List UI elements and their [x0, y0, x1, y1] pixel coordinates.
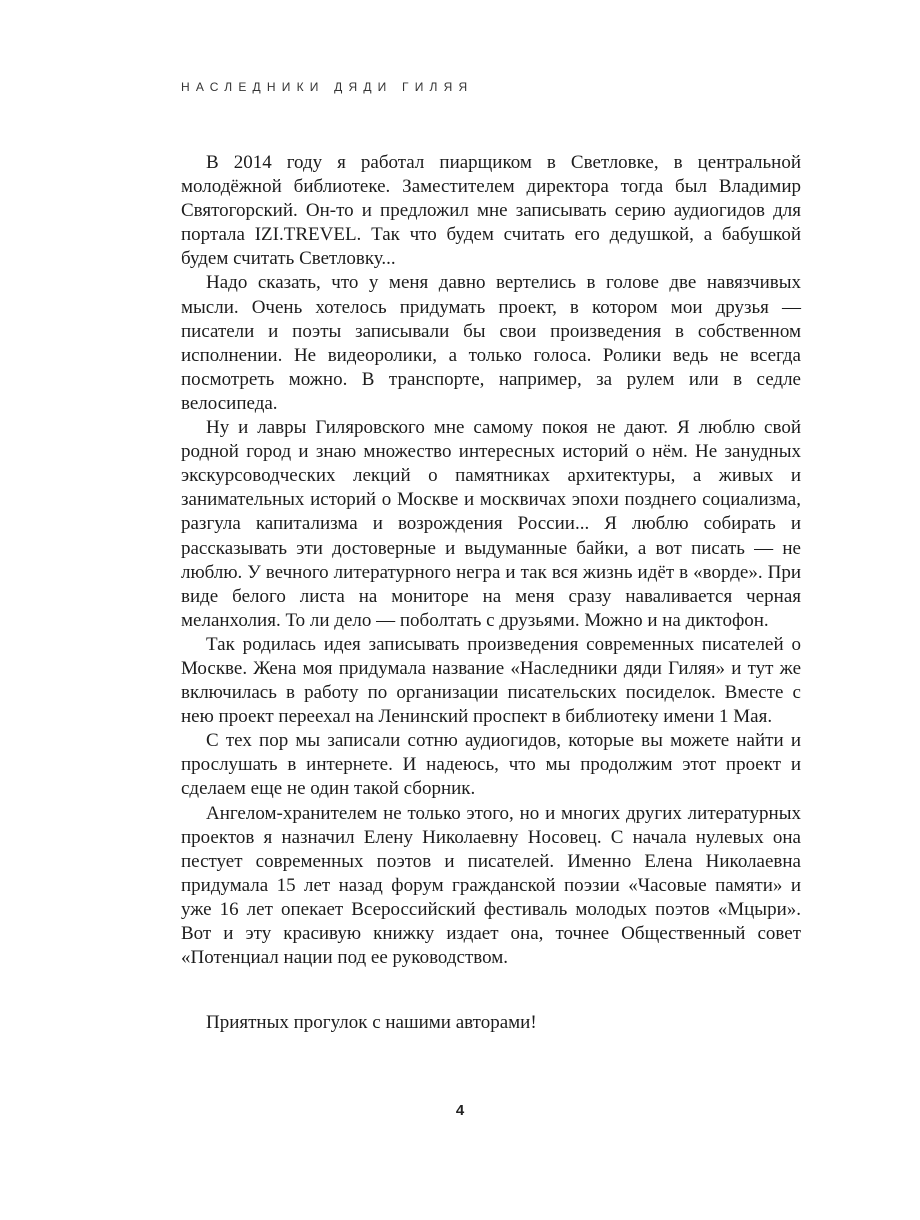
paragraph-5: С тех пор мы записали сотню аудиогидов, которые вы можете найти и прослушать в интернете. И надеюсь, что мы продолжим этот проект и сделаем еще не один такой сборник.: [181, 730, 801, 800]
body-text: [181, 151, 801, 970]
paragraph-2: Надо сказать, что у меня давно вертелись в голове две навязчивых мысли. Очень хотелось придумать проект, в котором мои друзья — писатели и поэты записывали бы свои произведения в собственном исполнении. Не видеоролики, а только голоса. Ролики ведь не всегда посмотреть можно. В транспорте, например, за рулем или в седле велосипеда.: [181, 272, 801, 414]
closing-line: Приятных прогулок с нашими авторами!: [206, 1012, 537, 1033]
paragraph-6: Ангелом-хранителем не только этого, но и многих других литературных проектов я назначил Елену Николаевну Носовец. С начала нулевых она пестует современных поэтов и писателей. Именно Елена Николаевна придумала 15 лет назад форум гражданской поэзии «Часовые памяти» и уже 16 лет опекает Всероссийский фестиваль молодых поэтов «Мцыри». Вот и эту красивую книжку издает она, точнее Общественный совет «Потенциал нации под ее руководством.: [181, 802, 801, 969]
paragraph-3: Ну и лавры Гиляровского мне самому покоя не дают. Я люблю свой родной город и знаю множество интересных историй о нём. Не занудных экскурсоводческих лекций о памятниках архитектуры, а живых и занимательных историй о Москве и москвичах эпохи позднего социализма, разгула капитализма и возрождения России... Я люблю собирать и рассказывать эти достоверные и выдуманные байки, а вот писать — не люблю. У вечного литературного негра и так вся жизнь идёт в «ворде». При виде белого листа на мониторе на меня сразу наваливается черная меланхолия. То ли дело — поболтать с друзьями. Можно и на диктофон.: [181, 417, 801, 631]
running-header: НАСЛЕДНИКИ ДЯДИ ГИЛЯЯ: [181, 80, 474, 94]
paragraph-1: В 2014 году я работал пиарщиком в Светловке, в центральной молодёжной библиотеке. Заместителем директора тогда был Владимир Святогорский. Он-то и предложил мне записывать серию аудиогидов для портала IZI.TREVEL. Так что будем считать его дедушкой, а бабушкой будем считать Светловку...: [181, 152, 801, 270]
page-number: 4: [455, 1102, 465, 1119]
paragraph-4: Так родилась идея записывать произведения современных писателей о Москве. Жена моя придумала название «Наследники дяди Гиляя» и тут же включилась в работу по организации писательских посиделок. Вместе с нею проект переехал на Ленинский проспект в библиотеку имени 1 Мая.: [181, 633, 801, 728]
